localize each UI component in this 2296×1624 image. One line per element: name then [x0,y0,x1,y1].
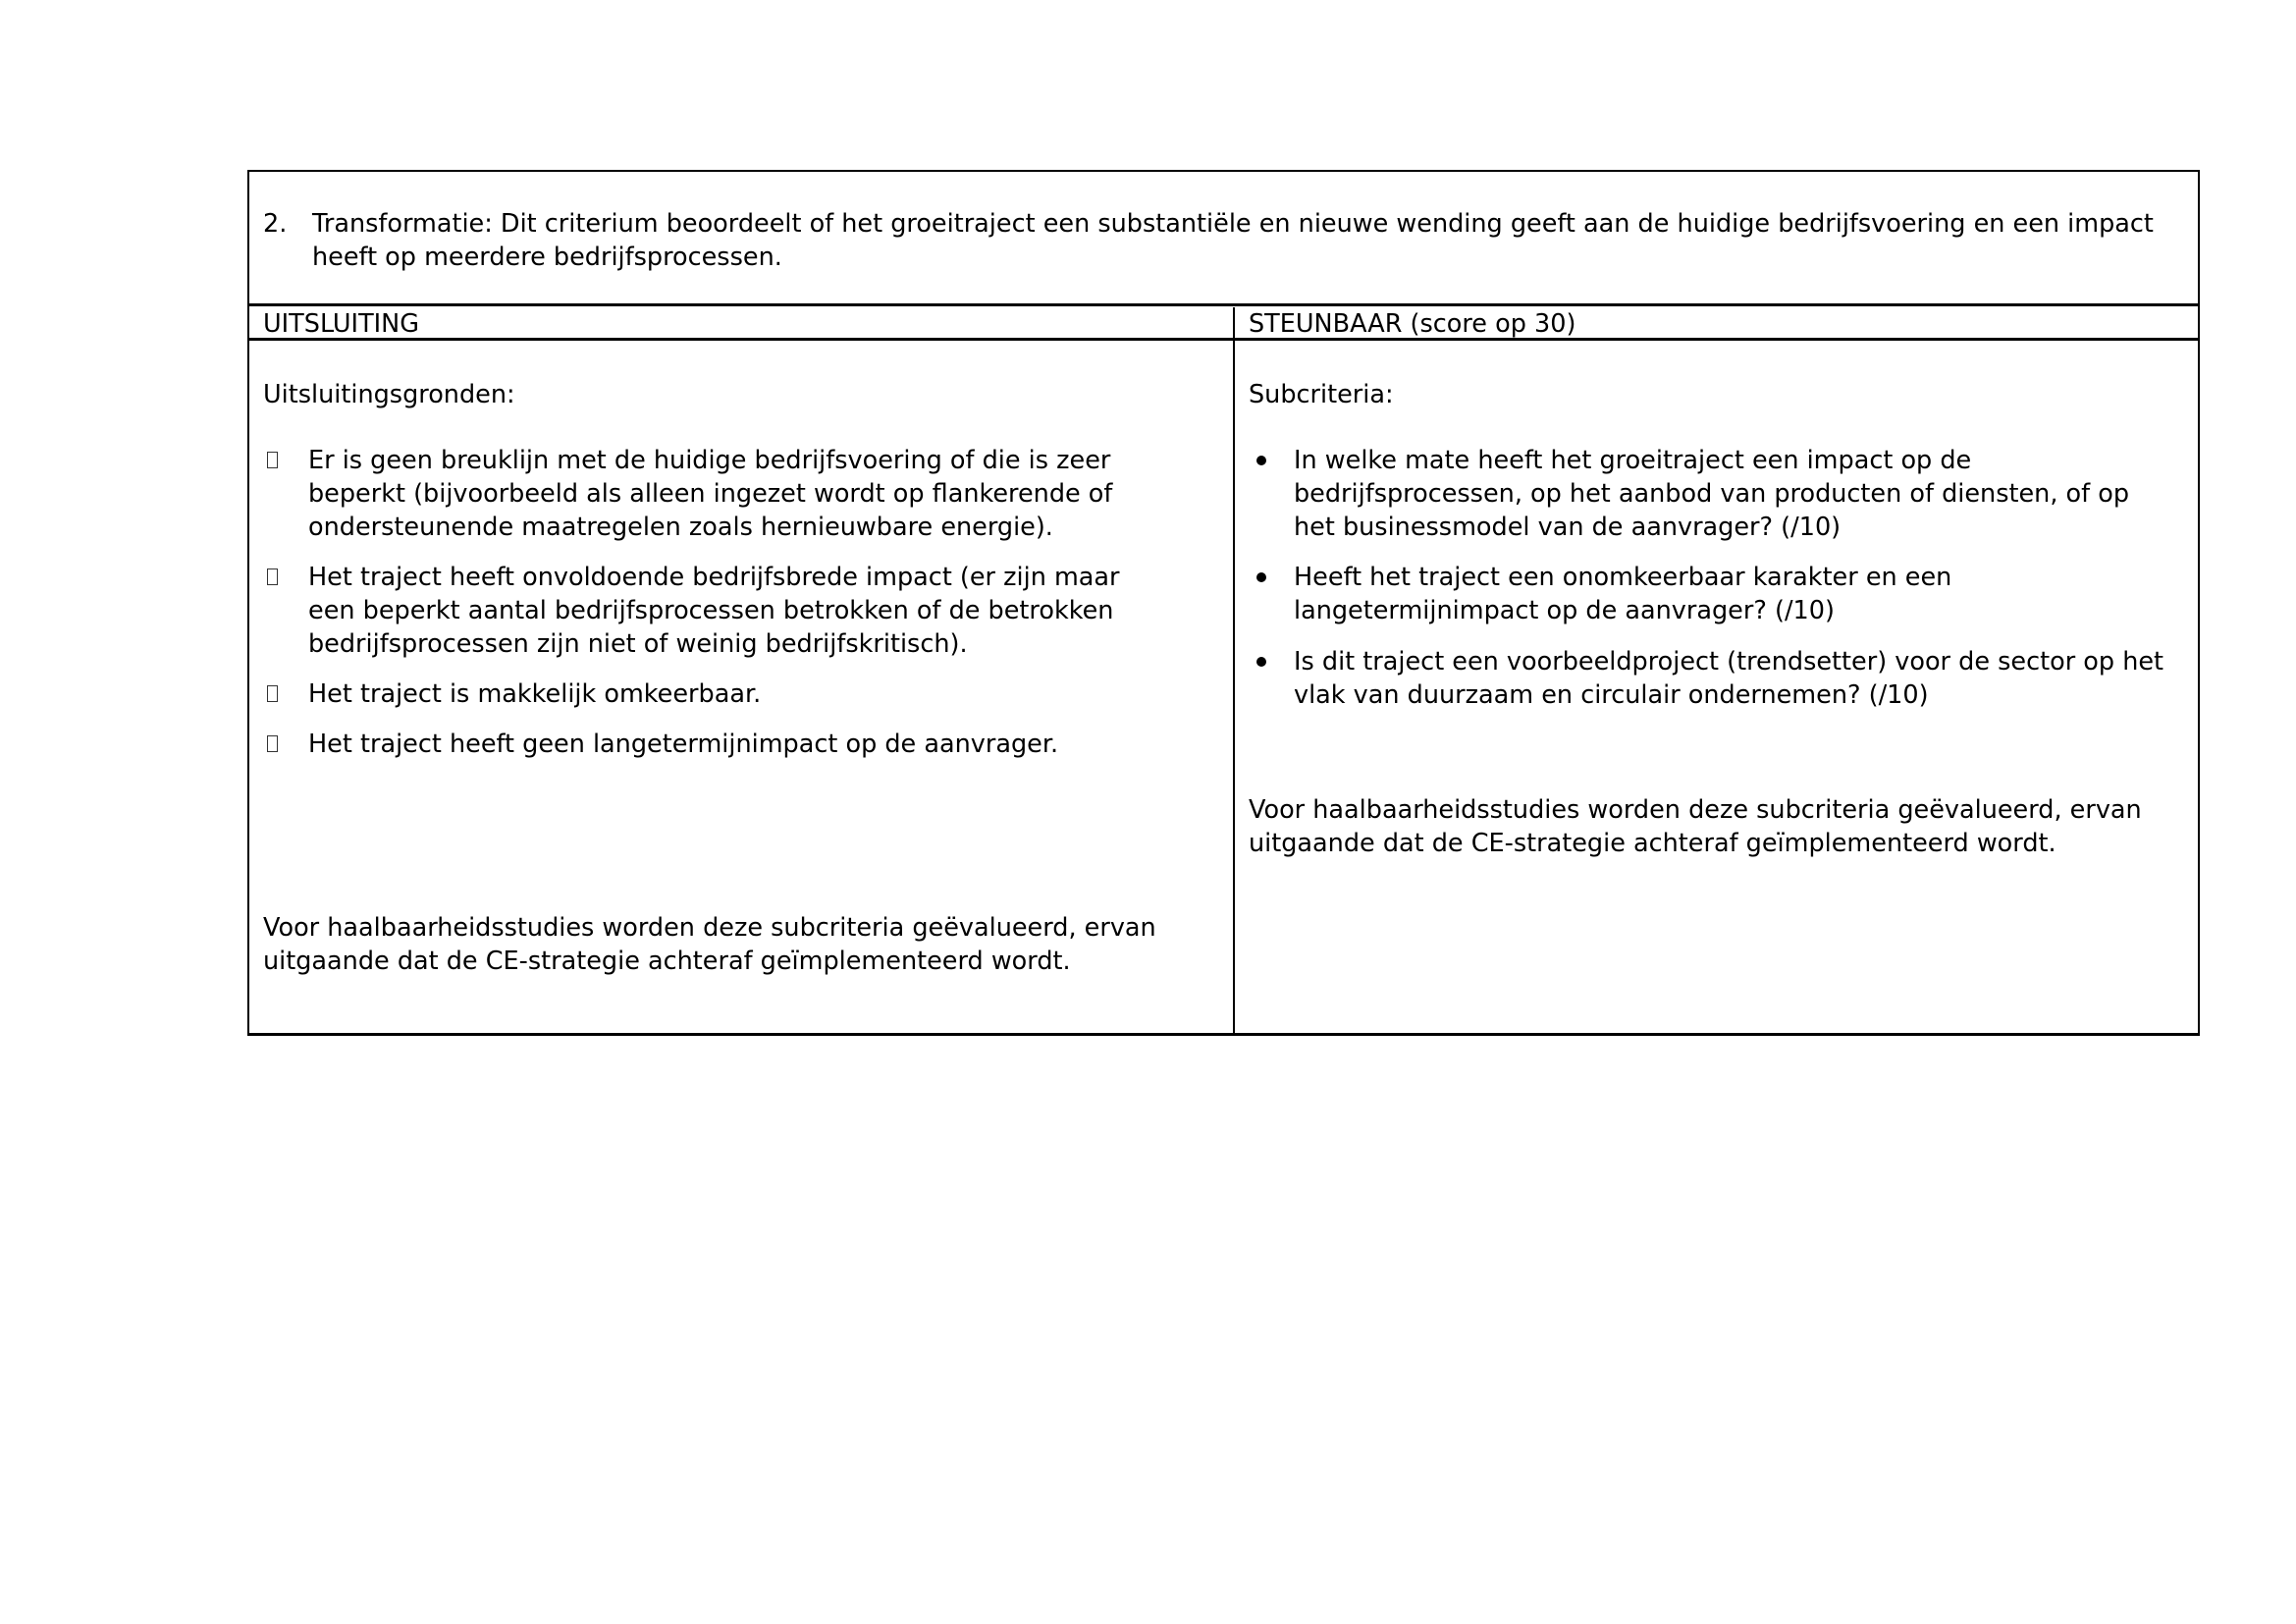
criterion-title [263,207,2177,274]
left-subheading: Uitsluitingsgronden: [263,380,515,409]
list-item [1294,561,2177,627]
title-divider [249,303,2198,306]
list-item-text: In welke mate heeft het groeitraject een impact op de bedrijfsprocessen, op het aanbod van producten of diensten, of op het businessmodel van de aanvrager? (/10) [1294,446,2130,542]
bullet-dot-icon [1256,657,1266,667]
list-item-text: Het traject heeft onvoldoende bedrijfsbrede impact (er zijn maar een beperkt aantal bedrijfsprocessen betrokken of de betrokken bedrijfsprocessen zijn niet of weinig bedrijfskritisch). [308,563,1120,659]
missing-glyph-box-icon [267,735,278,752]
right-subheading: Subcriteria: [1249,380,1394,409]
column-divider [1233,307,1235,1033]
missing-glyph-box-icon [267,568,278,585]
criterion-number: 2. [263,209,288,239]
criteria-table [247,170,2200,1036]
criterion-description: Transformatie: Dit criterium beoordeelt of het groeitraject een substantiële en nieuwe wending geeft aan de huidige bedrijfsvoering en een impact heeft op meerdere bedrijfsprocessen. [312,209,2154,272]
list-item-text: Is dit traject een voorbeeldproject (trendsetter) voor de sector op het vlak van duurzaam en circulair ondernemen? (/10) [1294,647,2164,710]
column-header-uitsluiting: UITSLUITING [263,309,420,339]
bullet-dot-icon [1256,456,1266,465]
bullet-dot-icon [1256,572,1266,582]
column-header-steunbaar: STEUNBAAR (score op 30) [1249,309,1576,339]
left-footer-note: Voor haalbaarheidsstudies worden deze subcriteria geëvalueerd, ervan uitgaande dat de CE-strategie achteraf geïmplementeerd wordt. [263,913,1156,976]
missing-glyph-box-icon [267,685,278,702]
missing-glyph-box-icon [267,452,278,468]
header-divider [249,338,2198,341]
list-item-text: Het traject is makkelijk omkeerbaar. [308,679,762,709]
list-item-text: Heeft het traject een onomkeerbaar karakter en een langetermijnimpact op de aanvrager? (/10) [1294,563,1952,625]
list-item [308,728,1172,761]
right-footer-note: Voor haalbaarheidsstudies worden deze subcriteria geëvalueerd, ervan uitgaande dat de CE-strategie achteraf geïmplementeerd wordt. [1249,795,2142,858]
list-item [1294,645,2177,712]
list-item-text: Het traject heeft geen langetermijnimpact op de aanvrager. [308,730,1059,759]
list-item [1294,444,2177,544]
list-item-text: Er is geen breuklijn met de huidige bedrijfsvoering of die is zeer beperkt (bijvoorbeeld als alleen ingezet wordt op flankerende of ondersteunende maatregelen zoals hernieuwbare energie). [308,446,1113,542]
list-item [308,444,1172,544]
list-item [308,561,1172,661]
list-item [308,677,1172,711]
